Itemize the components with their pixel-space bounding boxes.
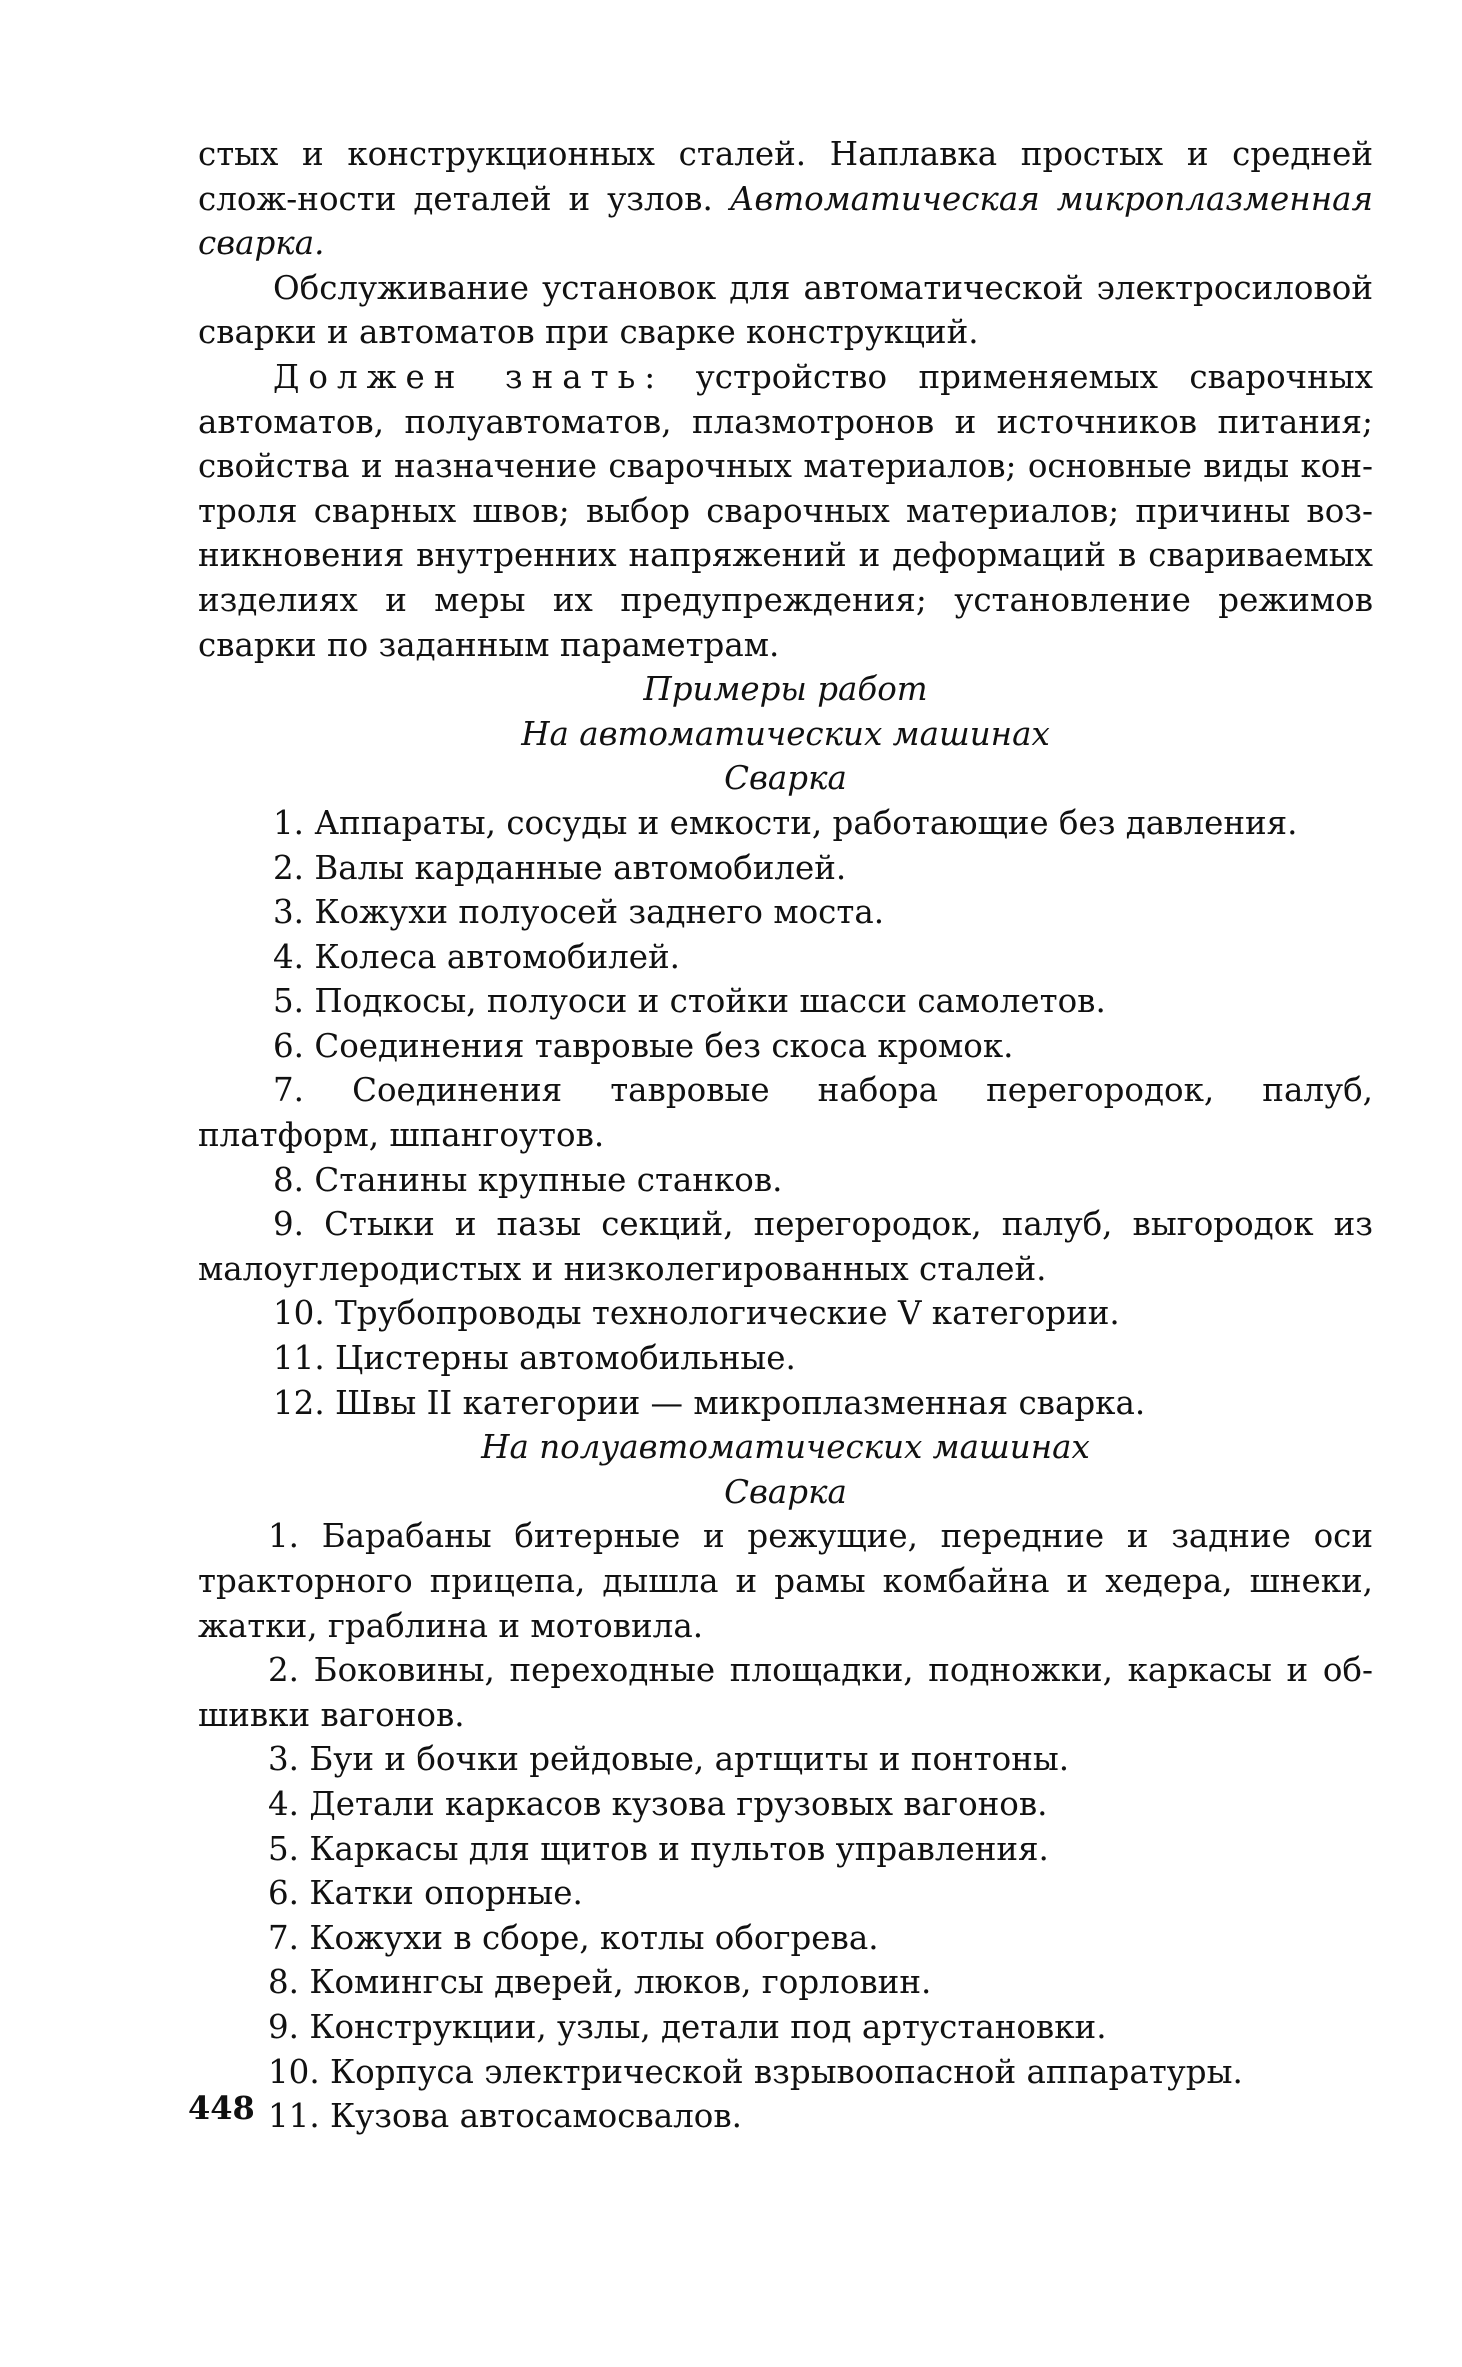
list-item: 8. Станины крупные станков.: [273, 1160, 783, 1199]
semiautomatic-heading: На полуавтоматических машинах: [481, 1428, 1090, 1467]
list-item: 1. Аппараты, сосуды и емкости, работающие без давления.: [273, 803, 1298, 842]
list-item: 5. Каркасы для щитов и пультов управления.: [268, 1829, 1049, 1868]
list-item: 7. Кожухи в сборе, котлы обогрева.: [268, 1918, 879, 1957]
intro-text: стых и конструкционных сталей. Наплавка простых и средней слож-ности деталей и узлов.: [198, 135, 1373, 218]
must-know-label: Должен знать:: [273, 357, 665, 396]
welding-heading-1: Сварка: [724, 759, 847, 798]
list-item: 4. Колеса автомобилей.: [273, 937, 681, 976]
page-number: 448: [188, 2089, 255, 2127]
list-item: 5. Подкосы, полуоси и стойки шасси самолетов.: [273, 982, 1106, 1021]
examples-heading: Примеры работ: [643, 670, 928, 709]
list-item: 1. Барабаны битерные и режущие, передние и задние оси тракторного прицепа, дышла и рамы комбайна и хедера, шнеки, жатки, граблина и мотовила.: [198, 1517, 1373, 1645]
automatic-heading: На автоматических машинах: [521, 714, 1050, 753]
must-know-text: устройство применяемых сварочных автоматов, полуавтоматов, плазмотронов и источников питания; свойства и назначение сварочных материалов; основные виды кон-троля сварных швов; выбор сварочных материалов; причины воз-никновения внутренних напряжений и деформаций в свариваемых изделиях и меры их предупреждения; установление режимов сварки по заданным параметрам.: [198, 357, 1373, 664]
semiautomatic-list: [198, 1514, 1373, 2138]
list-item: 6. Катки опорные.: [268, 1874, 583, 1913]
list-item: 11. Кузова автосамосвалов.: [268, 2097, 742, 2136]
list-item: 12. Швы II категории — микроплазменная сварка.: [273, 1383, 1146, 1422]
list-item: 3. Буи и бочки рейдовые, артщиты и понтоны.: [268, 1740, 1070, 1779]
list-item: 10. Трубопроводы технологические V категории.: [273, 1294, 1120, 1333]
list-item: 11. Цистерны автомобильные.: [273, 1339, 796, 1378]
list-item: 3. Кожухи полуосей заднего моста.: [273, 893, 885, 932]
welding-heading-2: Сварка: [724, 1472, 847, 1511]
list-item: 7. Соединения тавровые набора перегородок, палуб, платформ, шпангоутов.: [198, 1071, 1373, 1155]
list-item: 2. Боковины, переходные площадки, подножки, каркасы и об-шивки вагонов.: [198, 1651, 1373, 1734]
must-know-paragraph: [198, 355, 1373, 667]
list-item: 8. Комингсы дверей, люков, горловин.: [268, 1963, 932, 2002]
page-body: [198, 132, 1373, 2139]
service-paragraph: Обслуживание установок для автоматической электросиловой сварки и автоматов при сварке конструкций.: [198, 268, 1373, 352]
automatic-list: [198, 801, 1373, 1425]
list-item: 4. Детали каркасов кузова грузовых вагонов.: [268, 1784, 1048, 1823]
list-item: 6. Соединения тавровые без скоса кромок.: [273, 1026, 1014, 1065]
list-item: 9. Стыки и пазы секций, перегородок, палуб, выгородок из малоуглеродистых и низколегированных сталей.: [198, 1205, 1373, 1288]
intro-paragraph: [198, 132, 1373, 266]
intro-italic-text: Автоматическая микроплазменная сварка.: [198, 179, 1373, 263]
list-item: 2. Валы карданные автомобилей.: [273, 848, 847, 887]
list-item: 10. Корпуса электрической взрывоопасной аппаратуры.: [268, 2052, 1243, 2091]
list-item: 9. Конструкции, узлы, детали под артустановки.: [268, 2007, 1107, 2046]
